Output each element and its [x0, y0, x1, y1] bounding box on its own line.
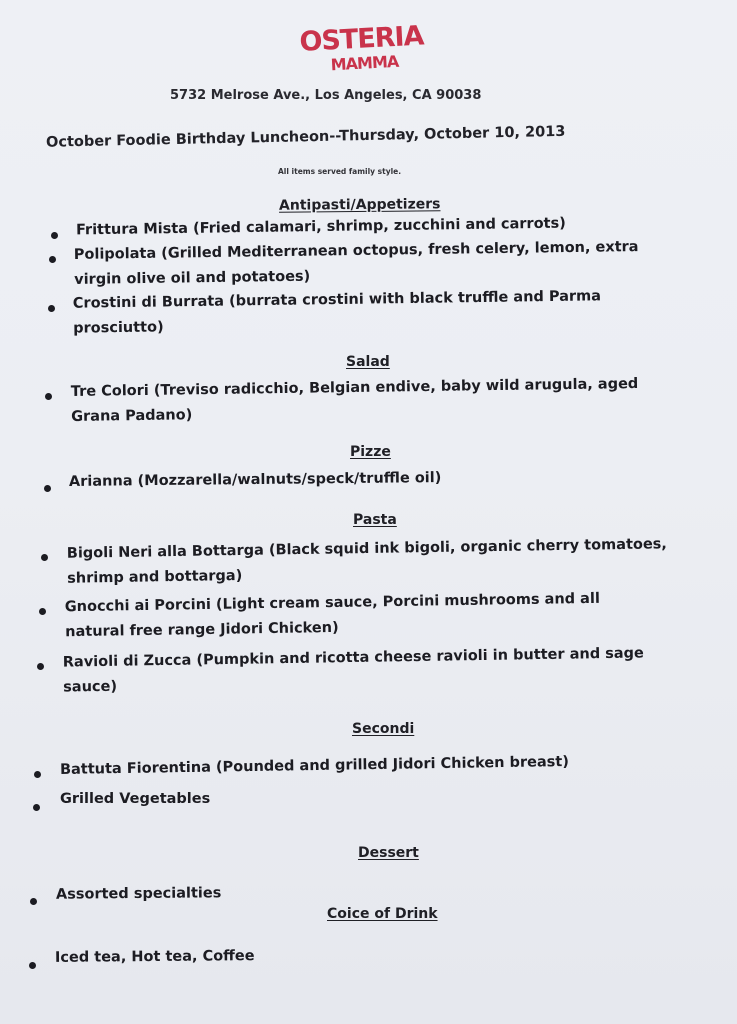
bullet	[45, 393, 52, 400]
bullet	[37, 663, 44, 670]
item-line: Polipolata (Grilled Mediterranean octopus, fresh celery, lemon, extra	[73, 239, 639, 263]
item-line: virgin olive oil and potatoes)	[74, 268, 311, 288]
section-heading-dessert: Dessert	[358, 845, 419, 861]
menu-item	[67, 532, 668, 591]
menu-item	[65, 587, 601, 645]
restaurant-logo	[298, 17, 425, 83]
menu-item	[63, 641, 645, 700]
item-line: prosciutto)	[73, 319, 164, 337]
bullet	[33, 804, 40, 811]
item-line: Bigoli Neri alla Bottarga (Black squid ink bigoli, organic cherry tomatoes,	[66, 536, 668, 562]
section-heading-pizze: Pizze	[350, 444, 391, 460]
item-line: sauce)	[63, 678, 118, 696]
item-line: Grana Padano)	[71, 407, 193, 425]
menu-item	[60, 787, 210, 812]
item-line: Assorted specialties	[55, 885, 222, 903]
menu-item	[69, 466, 442, 495]
item-line: natural free range Jidori Chicken)	[65, 619, 339, 641]
item-line: Grilled Vegetables	[60, 791, 211, 807]
section-heading-pasta: Pasta	[353, 512, 397, 528]
item-line: Frittura Mista (Fried calamari, shrimp, zucchini and carrots)	[75, 215, 566, 239]
logo-line-2: MAMMA	[330, 51, 399, 75]
section-heading-antipasti: Antipasti/Appetizers	[278, 196, 441, 214]
item-line: Gnocchi ai Porcini (Light cream sauce, Porcini mushrooms and all	[64, 590, 600, 616]
bullet	[30, 898, 37, 905]
item-line: Ravioli di Zucca (Pumpkin and ricotta cheese ravioli in butter and sage	[62, 645, 644, 671]
event-title: October Foodie Birthday Luncheon--Thursday, October 10, 2013	[45, 123, 566, 151]
logo-line-1: OSTERIA	[298, 20, 425, 58]
item-line: shrimp and bottarga)	[67, 567, 243, 587]
bullet	[39, 608, 46, 615]
menu-item	[71, 372, 639, 430]
menu-item	[73, 284, 602, 341]
menu-item	[55, 944, 255, 971]
serving-note: All items served family style.	[278, 167, 402, 176]
section-heading-salad: Salad	[346, 354, 390, 370]
bullet	[34, 771, 41, 778]
restaurant-address: 5732 Melrose Ave., Los Angeles, CA 90038	[170, 88, 482, 103]
section-heading-secondi: Secondi	[352, 721, 415, 737]
item-line: Tre Colori (Treviso radicchio, Belgian endive, baby wild arugula, aged	[70, 376, 639, 400]
bullet	[44, 485, 51, 492]
menu-item	[56, 881, 222, 907]
bullet	[49, 256, 56, 263]
item-line: Arianna (Mozzarella/walnuts/speck/truffle oil)	[68, 470, 442, 490]
menu-item	[60, 750, 569, 783]
section-heading-drink: Coice of Drink	[327, 906, 438, 922]
item-line: Battuta Fiorentina (Pounded and grilled Jidori Chicken breast)	[59, 754, 570, 778]
bullet	[51, 232, 58, 239]
item-line: Iced tea, Hot tea, Coffee	[54, 948, 255, 966]
bullet	[41, 554, 48, 561]
bullet	[48, 305, 55, 312]
bullet	[29, 962, 36, 969]
item-line: Crostini di Burrata (burrata crostini with black truffle and Parma	[72, 288, 602, 312]
